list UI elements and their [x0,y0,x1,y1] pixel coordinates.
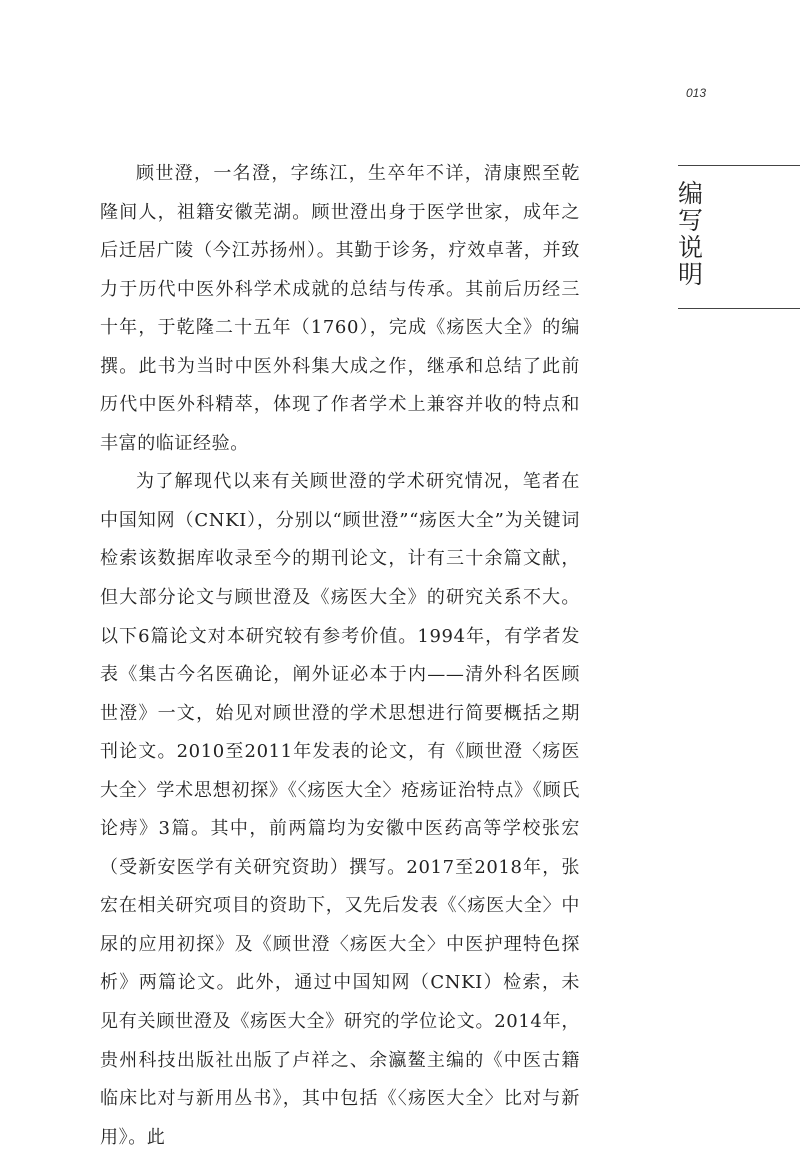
section-title: 编写说明 [678,179,704,289]
paragraph-2: 为了解现代以来有关顾世澄的学术研究情况，笔者在中国知网（CNKI），分别以“顾世澄”“疡医大全”为关键词检索该数据库收录至今的期刊论文，计有三十余篇文献，但大部分论文与顾世澄及《疡医大全》的研究关系不大。以下6篇论文对本研究较有参考价值。1994年，有学者发表《集古今名医确论，阐外证必本于内——清外科名医顾世澄》一文，始见对顾世澄的学术思想进行简要概括之期刊论文。2010至2011年发表的论文，有《顾世澄〈疡医大全〉学术思想初探》《〈疡医大全〉疮疡证治特点》《顾氏论痔》3篇。其中，前两篇均为安徽中医药高等学校张宏（受新安医学有关研究资助）撰写。2017至2018年，张宏在相关研究项目的资助下，又先后发表《〈疡医大全〉中尿的应用初探》及《顾世澄〈疡医大全〉中医护理特色探析》两篇论文。此外，通过中国知网（CNKI）检索，未见有关顾世澄及《疡医大全》研究的学位论文。2014年，贵州科技出版社出版了卢祥之、余瀛鳌主编的《中医古籍临床比对与新用丛书》，其中包括《〈疡医大全〉比对与新用》。此 [100,471,580,1148]
body-text [100,155,580,1157]
section-rule-top [678,165,800,166]
section-rule-bottom [678,308,800,309]
page-number: 013 [686,86,707,100]
paragraph-1: 顾世澄，一名澄，字练江，生卒年不详，清康熙至乾隆间人，祖籍安徽芜湖。顾世澄出身于医学世家，成年之后迁居广陵（今江苏扬州）。其勤于诊务，疗效卓著，并致力于历代中医外科学术成就的总结与传承。其前后历经三十年，于乾隆二十五年（1760），完成《疡医大全》的编撰。此书为当时中医外科集大成之作，继承和总结了此前历代中医外科精萃，体现了作者学术上兼容并收的特点和丰富的临证经验。 [100,163,580,454]
